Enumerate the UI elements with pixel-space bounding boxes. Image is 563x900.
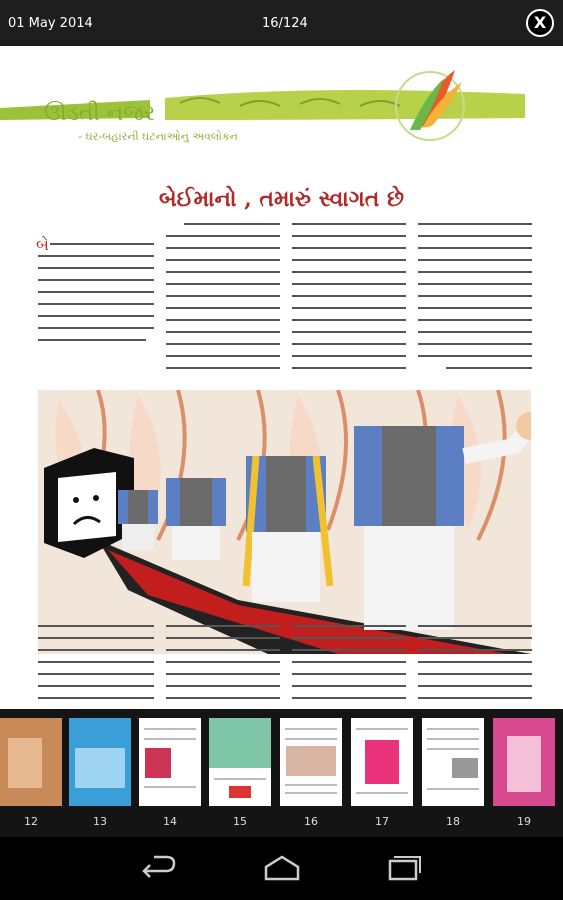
svg-text:બે: બે (36, 235, 49, 254)
text-column-1 (36, 220, 156, 380)
page-thumbnail[interactable] (493, 718, 555, 806)
thumbnail-page-number: 19 (517, 815, 531, 828)
recents-icon[interactable] (384, 853, 424, 885)
thumbnail-page-number: 12 (24, 815, 38, 828)
page-thumbnail[interactable] (209, 718, 271, 806)
cartoon-illustration (38, 390, 531, 654)
text-column-7 (290, 622, 408, 706)
issue-date: 01 May 2014 (8, 16, 93, 31)
page-thumbnail[interactable] (139, 718, 201, 806)
thumbnail-page-number: 16 (304, 815, 318, 828)
page-thumbnail[interactable] (422, 718, 484, 806)
home-icon[interactable] (262, 853, 302, 885)
article-headline: બેઈમાનો , તમારું સ્વાગત છે (158, 186, 405, 212)
thumbnail-page-number: 17 (375, 815, 389, 828)
page-thumbnail[interactable] (351, 718, 413, 806)
page-thumbnail[interactable] (69, 718, 131, 806)
page-counter: 16/124 (262, 16, 308, 31)
text-column-6 (164, 622, 282, 706)
text-column-5 (36, 622, 156, 706)
back-icon[interactable] (140, 853, 180, 885)
top-bar (0, 0, 563, 46)
thumbnail-page-number: 15 (233, 815, 247, 828)
section-banner (0, 58, 563, 178)
text-column-3 (290, 220, 408, 380)
thumbnail-page-number: 14 (163, 815, 177, 828)
thumbnail-page-number: 18 (446, 815, 460, 828)
section-title: ઊડતી નજર (44, 101, 156, 126)
section-subtitle: - ઘર-બહારની ઘટનાઓનું અવલોકન (78, 130, 238, 143)
text-column-4 (416, 220, 534, 380)
page-thumbnail[interactable] (0, 718, 62, 806)
page-thumbnail-strip[interactable] (0, 709, 563, 837)
thumbnail-page-number: 13 (93, 815, 107, 828)
system-nav-bar (0, 837, 563, 900)
close-button[interactable]: X (526, 9, 554, 37)
page-thumbnail-current[interactable] (280, 718, 342, 806)
text-column-2 (164, 220, 282, 380)
magazine-page[interactable] (0, 46, 563, 709)
text-column-8 (416, 622, 534, 706)
